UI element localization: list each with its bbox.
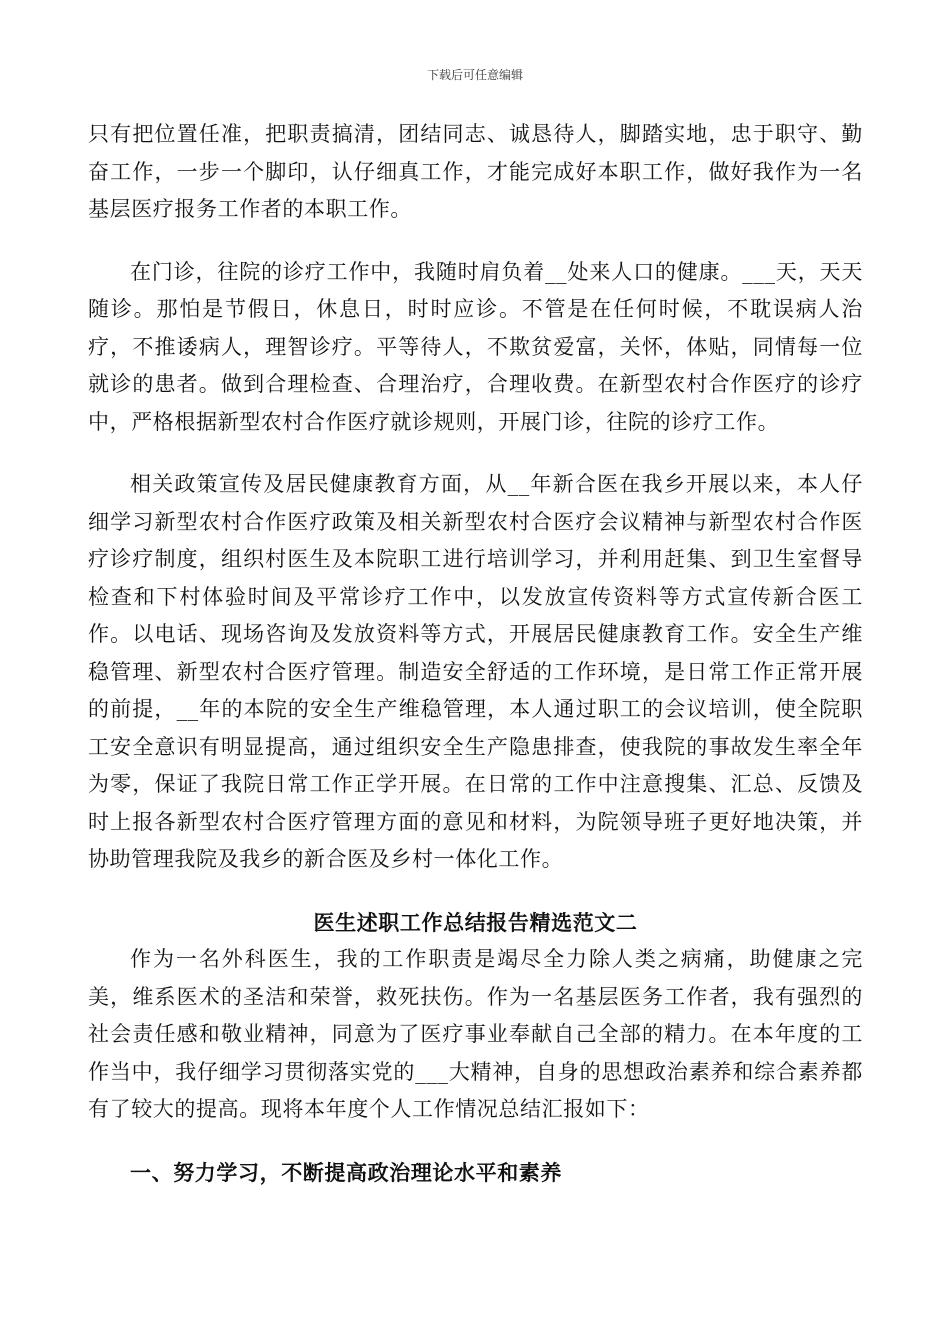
paragraph-continuation: 只有把位置任准，把职责搞清，团结同志、诚恳待人，脚踏实地，忠于职守、勤奋工作，一步一个脚印，认仔细真工作，才能完成好本职工作，做好我作为一名基层医疗报务工作者的本职工作。 <box>88 122 863 221</box>
document-body <box>88 116 863 1191</box>
section-title: 医生述职工作总结报告精选范文二 <box>313 909 638 935</box>
paragraph-intro-surgeon: 作为一名外科医生，我的工作职责是竭尽全力除人类之病痛，助健康之完美，维系医术的圣洁和荣誉，救死扶伤。作为一名基层医务工作者，我有强烈的社会责任感和敬业精神，同意为了医疗事业奉献自己全部的精力。在本年度的工作当中，我仔细学习贯彻落实党的___大精神，自身的思想政治素养和综合素养都有了较大的提高。现将本年度个人工作情况总结汇报如下： <box>88 947 863 1121</box>
paragraph-policy-publicity: 相关政策宣传及居民健康教育方面，从__年新合医在我乡开展以来，本人仔细学习新型农村合作医疗政策及相关新型农村合医疗会议精神与新型农村合作医疗诊疗制度，组织村医生及本院职工进行培训学习，并利用赶集、到卫生室督导检查和下村体验时间及平常诊疗工作中，以发放宣传资料等方式宣传新合医工作。以电话、现场咨询及发放资料等方式，开展居民健康教育工作。安全生产维稳管理、新型农村合医疗管理。制造安全舒适的工作环境，是日常工作正常开展的前提，__年的本院的安全生产维稳管理，本人通过职工的会议培训，使全院职工安全意识有明显提高，通过组织安全生产隐患排查，使我院的事故发生率全年为零，保证了我院日常工作正学开展。在日常的工作中注意搜集、汇总、反馈及时上报各新型农村合医疗管理方面的意见和材料，为院领导班子更好地决策，并协助管理我院及我乡的新合医及乡村一体化工作。 <box>88 472 863 871</box>
sub-heading-study: 一、努力学习，不断提高政治理论水平和素养 <box>130 1159 562 1185</box>
paragraph-outpatient: 在门诊，往院的诊疗工作中，我随时肩负着__处来人口的健康。___天，天天随诊。那怕是节假日，休息日，时时应诊。不管是在任何时候，不耽误病人治疗，不推诿病人，理智诊疗。平等待人，不欺贫爱富，关怀，体贴，同情每一位就诊的患者。做到合理检查、合理治疗，合理收费。在新型农村合作医疗的诊疗中，严格根据新型农村合作医疗就诊规则，开展门诊，往院的诊疗工作。 <box>88 259 863 434</box>
page-header: 下载后可任意编辑 <box>426 68 523 82</box>
